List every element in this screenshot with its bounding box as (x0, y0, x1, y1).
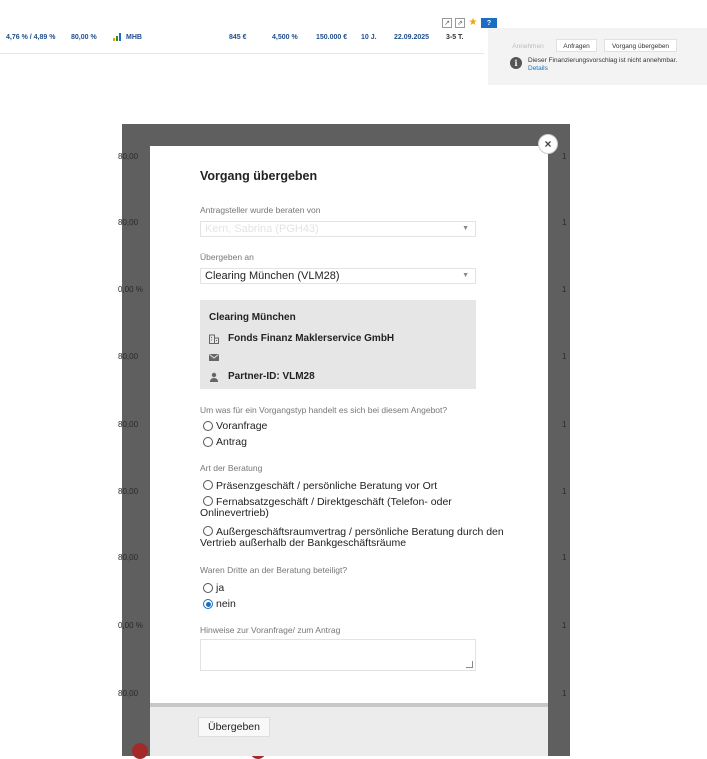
third-party-question: Waren Dritte an der Beratung beteiligt? (200, 565, 348, 575)
anfragen-button[interactable]: Anfragen (556, 39, 597, 52)
process-type-question: Um was für ein Vorgangstyp handelt es sich bei diesem Angebot? (200, 405, 448, 415)
bg-value: 80,00 (118, 352, 139, 361)
close-icon[interactable]: × (538, 134, 558, 154)
share-icon[interactable]: ⇗ (455, 18, 465, 28)
recipient-email-row (209, 352, 228, 362)
radio-label: ja (216, 582, 225, 594)
bg-value-right: 1 (562, 487, 567, 496)
radio-voranfrage[interactable] (203, 420, 267, 432)
bg-value-right: 1 (562, 152, 567, 161)
info-message-text: Dieser Finanzierungsvorschlag ist nicht annehmbar. (528, 57, 678, 64)
bank-cell[interactable]: MHB (126, 34, 142, 41)
chart-icon[interactable]: ↗ (442, 18, 452, 28)
notes-label: Hinweise zur Voranfrage/ zum Antrag (200, 625, 341, 635)
bg-value-right: 1 (562, 352, 567, 361)
radio-nein[interactable] (203, 598, 236, 610)
loan-amount-cell: 150.000 € (316, 34, 348, 41)
person-icon (209, 372, 219, 382)
handover-dialog (150, 146, 548, 756)
bg-value: 0,00 % (118, 285, 143, 294)
building-icon (209, 334, 219, 344)
mail-icon (209, 352, 219, 362)
bg-value: 80,00 (118, 553, 139, 562)
dialog-title: Vorgang übergeben (200, 169, 318, 183)
handover-to-label: Übergeben an (200, 252, 254, 262)
radio-label: nein (216, 598, 236, 610)
bg-value: 80,00 (118, 420, 139, 429)
dialog-footer (150, 703, 548, 756)
bg-value-right: 1 (562, 689, 567, 698)
rate-cell: 4,76 % / 4,89 % (6, 34, 56, 41)
advised-by-value: Kern, Sabrina (PGH43) (205, 223, 319, 235)
bg-value: 0,00 % (118, 621, 143, 630)
help-icon[interactable]: ? (481, 18, 497, 28)
bank-logo-icon (113, 33, 123, 41)
radio-button-selected[interactable] (203, 599, 213, 609)
results-row (0, 0, 707, 85)
radio-label: Außergeschäftsraumvertrag / persönliche Beratung durch den Vertrieb außerhalb der Bankgeschäftsräume (200, 526, 504, 549)
recipient-company: Fonds Finanz Maklerservice GmbH (228, 333, 395, 344)
advised-by-select (200, 221, 476, 237)
bg-value-right: 1 (562, 285, 567, 294)
recipient-company-row (209, 333, 394, 344)
action-panel (488, 28, 707, 85)
bg-value: 80,00 (118, 218, 139, 227)
recipient-partner-row (209, 371, 315, 382)
bg-value-right: 1 (562, 553, 567, 562)
row-divider (0, 53, 484, 54)
recipient-partner-id: Partner-ID: VLM28 (228, 371, 315, 382)
radio-label: Voranfrage (216, 420, 268, 432)
bg-value-right: 1 (562, 420, 567, 429)
date-cell: 22.09.2025 (394, 34, 430, 41)
radio-button[interactable] (203, 526, 213, 536)
monthly-rate-cell: 845 € (229, 34, 247, 41)
ltv-cell: 80,00 % (71, 34, 97, 41)
handover-to-select[interactable] (200, 268, 476, 284)
duration-cell: 3-5 T. (446, 34, 464, 41)
radio-button[interactable] (203, 496, 213, 506)
advised-by-label: Antragsteller wurde beraten von (200, 205, 321, 215)
recipient-card (200, 300, 476, 389)
radio-button[interactable] (203, 480, 213, 490)
bg-value-right: 1 (562, 621, 567, 630)
submit-button[interactable]: Übergeben (198, 717, 270, 737)
bg-value: 80,00 (118, 487, 139, 496)
vorgang-uebergeben-button[interactable]: Vorgang übergeben (604, 39, 677, 52)
bg-badge-icon (132, 743, 148, 759)
radio-button[interactable] (203, 437, 213, 447)
radio-button[interactable] (203, 421, 213, 431)
radio-antrag[interactable] (203, 436, 247, 448)
bg-value-right: 1 (562, 218, 567, 227)
info-message (528, 57, 688, 73)
row-icons (442, 18, 497, 28)
recipient-name: Clearing München (209, 312, 296, 323)
info-icon: i (510, 57, 522, 69)
radio-praesenzgeschaeft[interactable] (200, 480, 518, 492)
radio-label: Präsenzgeschäft / persönliche Beratung vor Ort (216, 480, 438, 492)
radio-button[interactable] (203, 583, 213, 593)
bg-value: 80,00 (118, 689, 139, 698)
chevron-down-icon: ▼ (462, 225, 469, 232)
radio-fernabsatzgeschaeft[interactable] (200, 496, 518, 519)
fixed-term-cell: 10 J. (361, 34, 377, 41)
chevron-down-icon: ▼ (462, 272, 469, 279)
radio-label: Antrag (216, 436, 247, 448)
star-icon[interactable]: ★ (468, 17, 478, 28)
radio-aussergeschaeftsraum[interactable] (200, 526, 518, 549)
details-link[interactable]: Details (528, 65, 548, 72)
consulting-label: Art der Beratung (200, 463, 263, 473)
notes-textarea[interactable] (200, 639, 476, 671)
radio-ja[interactable] (203, 582, 224, 594)
annehmen-button: Annehmen (505, 39, 551, 52)
bg-value: 80,00 (118, 152, 139, 161)
tilgung-cell: 4,500 % (272, 34, 298, 41)
handover-to-value: Clearing München (VLM28) (205, 270, 340, 282)
resize-handle-icon[interactable] (466, 661, 473, 668)
radio-label: Fernabsatzgeschäft / Direktgeschäft (Telefon- oder Onlinevertrieb) (200, 496, 452, 519)
